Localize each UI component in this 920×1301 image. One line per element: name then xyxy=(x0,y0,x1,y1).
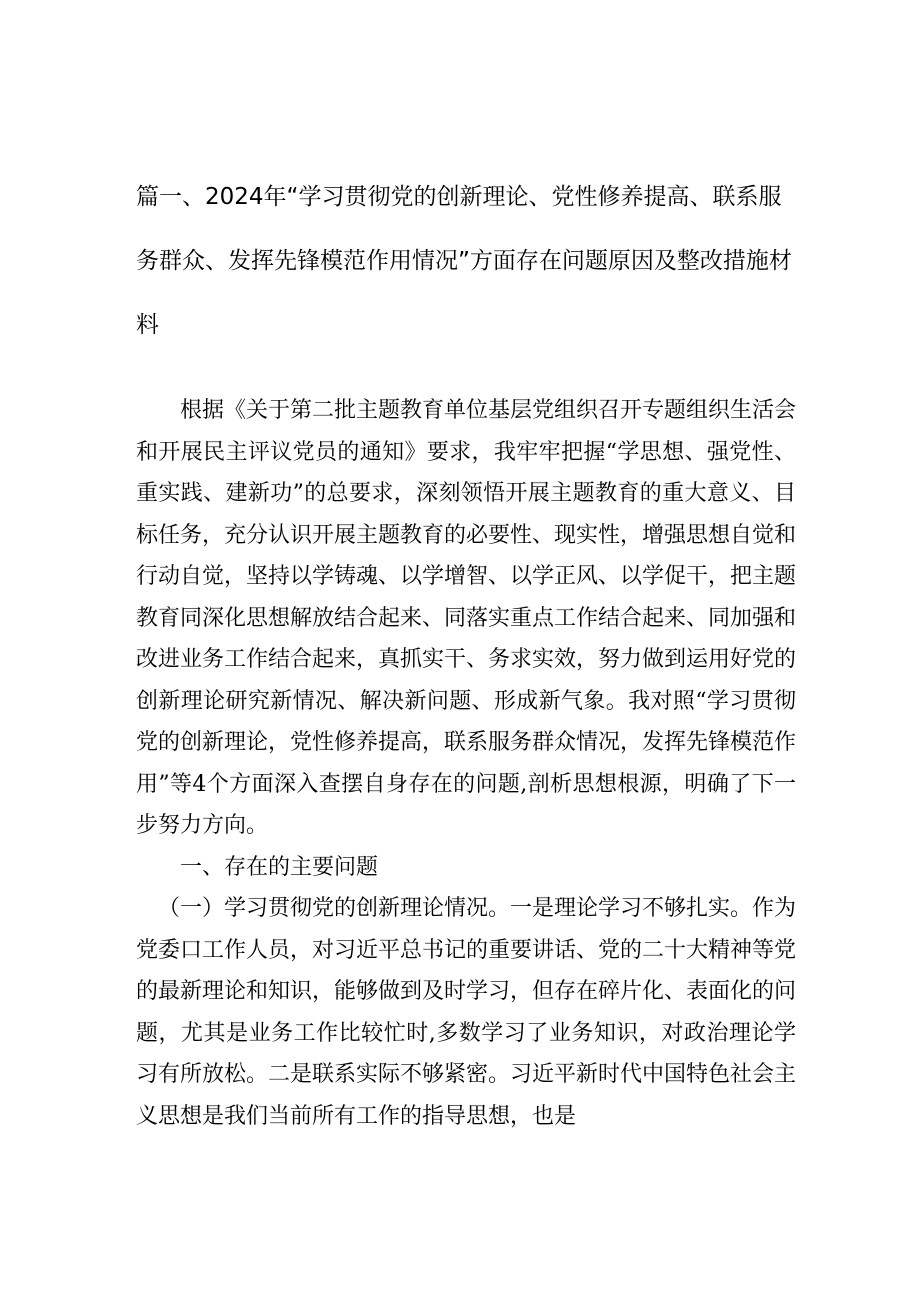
intro-paragraph: 根据《关于第二批主题教育单位基层党组织召开专题组织生活会和开展民主评议党员的通知》要求，我牢牢把握“学思想、强党性、重实践、建新功”的总要求，深刻领悟开展主题教育的重大意义、目标任务，充分认识开展主题教育的必要性、现实性，增强思想自觉和行动自觉，坚持以学铸魂、以学增智、以学正风、以学促干，把主题教育同深化思想解放结合起来、同落实重点工作结合起来、同加强和改进业务工作结合起来，真抓实干、务求实效，努力做到运用好党的创新理论研究新情况、解决新问题、形成新气象。我对照“学习贯彻党的创新理论，党性修养提高，联系服务群众情况，发挥先锋模范作用”等4个方面深入查摆自身存在的问题,剖析思想根源，明确了下一步努力方向。 xyxy=(136,398,797,838)
document-title: 篇一、2024年“学习贯彻党的创新理论、党性修养提高、联系服务群众、发挥先锋模范作用情况”方面存在问题原因及整改措施材料 xyxy=(136,184,792,338)
section-heading: 一、存在的主要问题 xyxy=(180,854,379,880)
section-paragraph: （一）学习贯彻党的创新理论情况。一是理论学习不够扎实。作为党委口工作人员，对习近平总书记的重要讲话、党的二十大精神等党的最新理论和知识，能够做到及时学习，但存在碎片化、表面化的问题，尤其是业务工作比较忙时,多数学习了业务知识，对政治理论学习有所放松。二是联系实际不够紧密。习近平新时代中国特色社会主义思想是我们当前所有工作的指导思想，也是 xyxy=(136,896,797,1129)
document-body xyxy=(136,390,796,1137)
